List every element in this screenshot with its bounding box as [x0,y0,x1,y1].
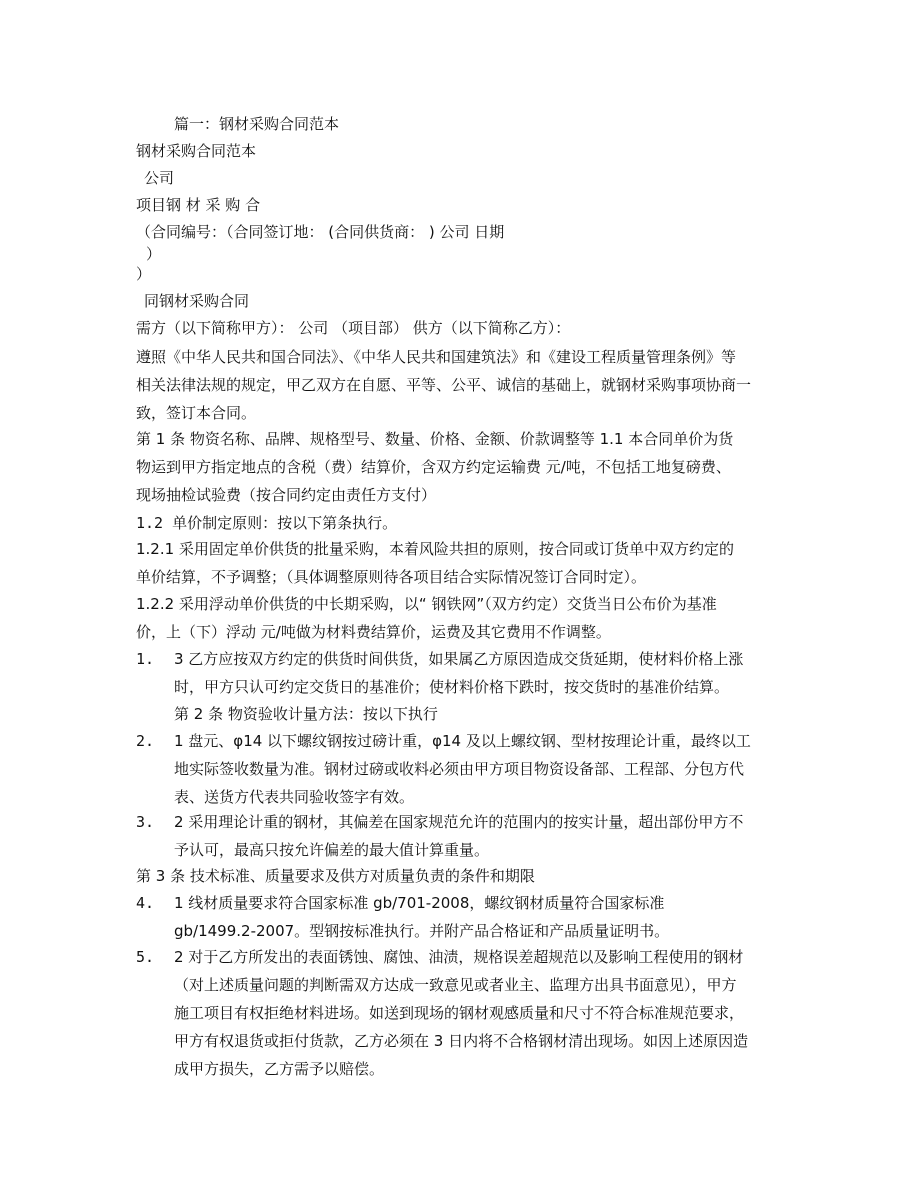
list-item-line: 表、送货方代表共同验收签字有效。 [174,788,415,806]
preamble-line: 致，签订本合同。 [136,404,257,422]
list-item [136,943,786,1083]
list-item [136,808,786,864]
preamble-line: 遵照《中华人民共和国合同法》、《中华人民共和国建筑法》和《建设工程质量管理条例》等 [136,348,737,366]
list-item-line: 成甲方损失，乙方需予以赔偿。 [174,1060,385,1078]
list-item-number: 1. [136,650,155,668]
company-line: 公司 [144,169,175,187]
list-item-line: 时，甲方只认可约定交货日的基准价；使材料价格下跌时，按交货时的基准价结算。 [174,678,730,696]
project-line: 项目钢 材 采 购 合 [136,196,261,214]
doc-title: 钢材采购合同范本 [136,142,257,160]
list-item-number: 2. [136,732,155,750]
list-item [136,727,786,811]
contract-info-close-1: ） [146,245,162,263]
clause-1-2-1-line: 1.2.1 采用固定单价供货的批量采购，本着风险共担的原则，按合同或订货单中双方约定的 [136,540,734,558]
clause-1-2-2-line: 1.2.2 采用浮动单价供货的中长期采购，以“ 钢铁网”（双方约定）交货当日公布价为基准 [136,595,717,613]
contract-name: 同钢材采购合同 [144,292,250,310]
clause-1-2-1 [136,535,786,591]
list-item-number: 5. [136,948,155,966]
list-item-line: 2 对于乙方所发出的表面锈蚀、腐蚀、油渍，规格误差超规范以及影响工程使用的钢材 [174,948,744,966]
list-item [136,645,786,701]
list-item-line: 地实际签收数量为准。钢材过磅或收料必须由甲方项目物资设备部、工程部、分包方代 [174,760,745,778]
list-item-line: 3 乙方应按双方约定的供货时间供货，如果属乙方原因造成交货延期，使材料价格上涨 [174,650,744,668]
list-item-line: 2 采用理论计重的钢材，其偏差在国家规范允许的范围内的按实计量，超出部份甲方不 [174,813,744,831]
list-item-line: 甲方有权退货或拒付货款，乙方必须在 3 日内将不合格钢材清出现场。如因上述原因造 [174,1032,749,1050]
preamble-paragraph [136,343,786,427]
list-item [136,889,786,945]
article-1-paragraph [136,425,786,509]
contract-info-line: （合同编号：（合同签订地： (合同供货商： ) 公司 日期 [136,223,505,241]
list-item-line: （对上述质量问题的判断需双方达成一致意见或者业主、监理方出具书面意见），甲方 [174,976,737,994]
article-1-line: 现场抽检试验费（按合同约定由责任方支付） [136,486,437,504]
list-item-number: 3. [136,813,155,831]
list-item-line: 予认可，最高只按允许偏差的最大值计算重量。 [174,841,490,859]
list-item-line: 1 线材质量要求符合国家标准 gb/701-2008，螺纹钢材质量符合国家标准 [174,894,665,912]
doc-heading: 篇一：钢材采购合同范本 [174,115,340,133]
article-1-line: 物运到甲方指定地点的含税（费）结算价，含双方约定运输费 元/吨，不包括工地复磅费、 [136,458,731,476]
clause-1-2-1-line: 单价结算，不予调整；（具体调整原则待各项目结合实际情况签订合同时定）。 [136,568,647,586]
preamble-line: 相关法律法规的规定，甲乙双方在自愿、平等、公平、诚信的基础上，就钢材采购事项协商一 [136,376,752,394]
list-item-line: gb/1499.2-2007。型钢按标准执行。并附产品合格证和产品质量证明书。 [174,922,670,940]
list-item-line: 施工项目有权拒绝材料进场。如送到现场的钢材观感质量和尺寸不符合标准规范要求， [174,1004,745,1022]
parties-line: 需方（以下简称甲方）： 公司 （项目部） 供方（以下简称乙方）： [136,319,571,337]
clause-1-2-2 [136,590,786,646]
article-2-heading: 第 2 条 物资验收计量方法：按以下执行 [174,705,438,723]
clause-1-2-2-line: 价，上（下）浮动 元/吨做为材料费结算价，运费及其它费用不作调整。 [136,623,611,641]
contract-info-close-2: ） [136,265,152,283]
article-3-heading: 第 3 条 技术标准、质量要求及供方对质量负责的条件和期限 [136,867,535,885]
list-item-number: 4. [136,894,155,912]
clause-1-2: 1.2 单价制定原则：按以下第条执行。 [136,514,398,532]
list-item-line: 1 盘元、φ14 以下螺纹钢按过磅计重，φ14 及以上螺纹钢、型材按理论计重，最终以工 [174,732,751,750]
article-1-line: 第 1 条 物资名称、品牌、规格型号、数量、价格、金额、价款调整等 1.1 本合同单价为货 [136,430,734,448]
